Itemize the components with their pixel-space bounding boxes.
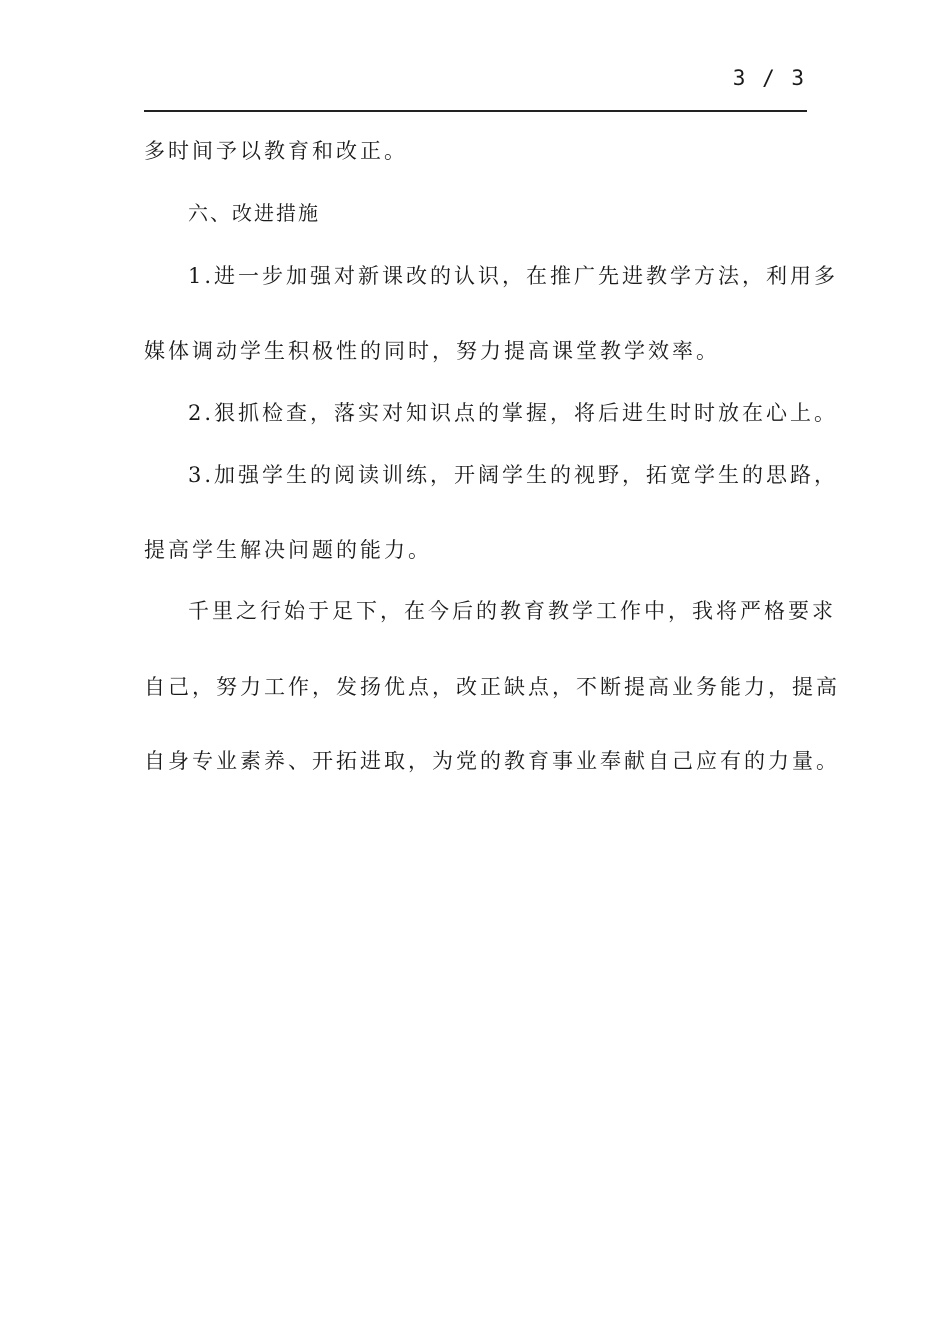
header-divider [144, 110, 807, 112]
measure-item-2: 2.狠抓检查，落实对知识点的掌握，将后进生时时放在心上。 [188, 401, 839, 425]
closing-paragraph-line-3: 自身专业素养、开拓进取，为党的教育事业奉献自己应有的力量。 [144, 749, 840, 773]
measure-item-3-line-1: 3.加强学生的阅读训练，开阔学生的视野，拓宽学生的思路， [188, 463, 839, 487]
page-number: 3 / 3 [732, 66, 806, 90]
measure-item-1-line-2: 媒体调动学生积极性的同时，努力提高课堂教学效率。 [144, 339, 720, 363]
continued-paragraph-line: 多时间予以教育和改正。 [144, 139, 408, 163]
closing-paragraph-line-1: 千里之行始于足下，在今后的教育教学工作中，我将严格要求 [188, 599, 836, 623]
measure-item-1-line-1: 1.进一步加强对新课改的认识，在推广先进教学方法，利用多 [188, 264, 839, 288]
measure-item-3-line-2: 提高学生解决问题的能力。 [144, 538, 432, 562]
closing-paragraph-line-2: 自己，努力工作，发扬优点，改正缺点，不断提高业务能力，提高 [144, 675, 840, 699]
section-heading: 六、改进措施 [188, 201, 320, 225]
